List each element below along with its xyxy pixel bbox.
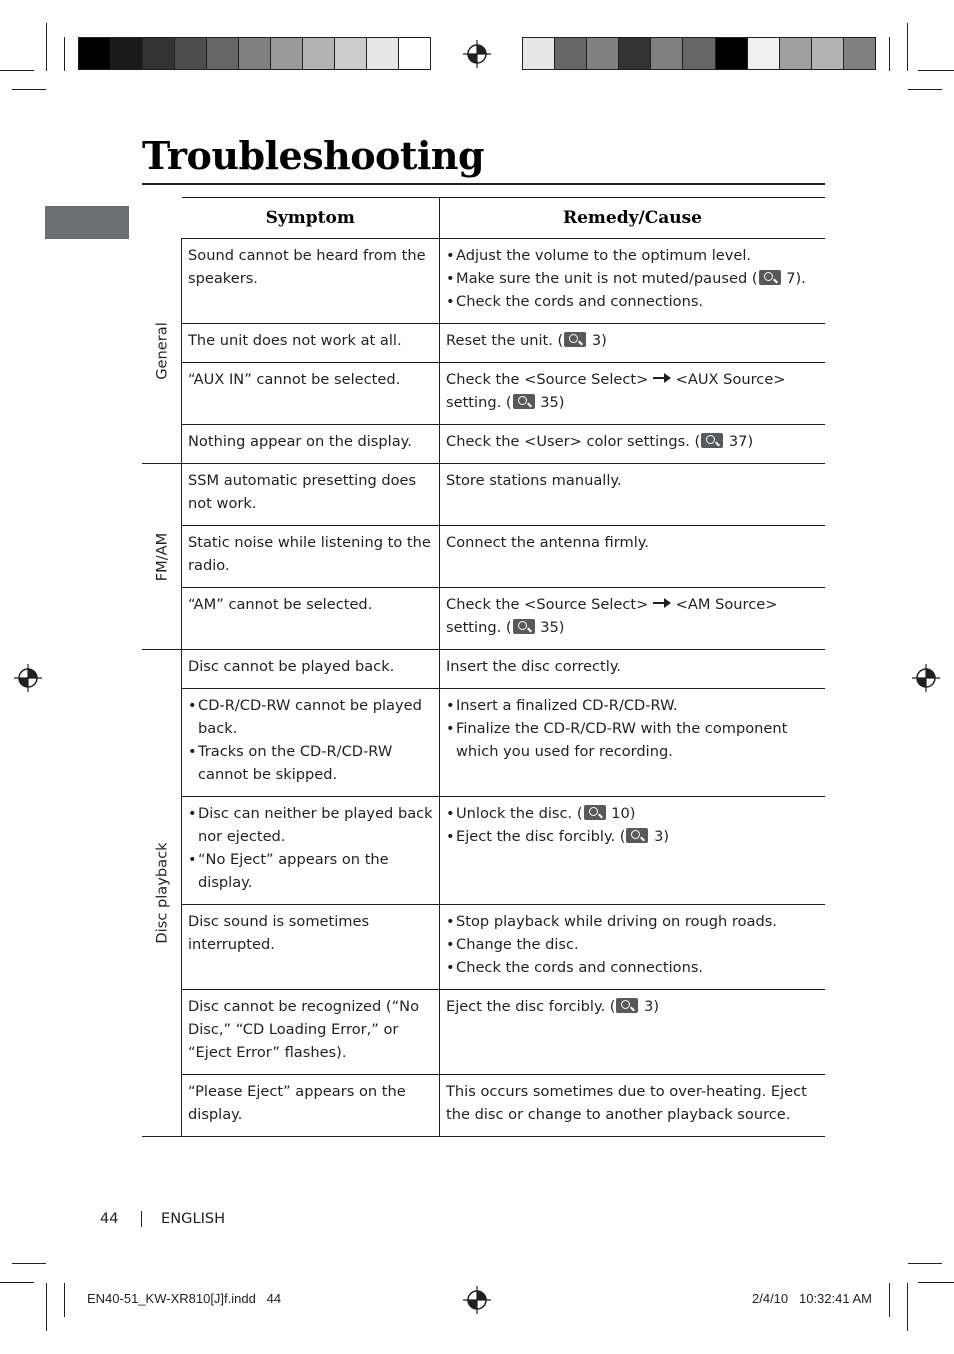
crop-mark — [12, 89, 46, 90]
remedy-cell: Check the <Source Select> <AM Source> setting. ( 35) — [440, 588, 826, 650]
symptom-cell: Disc cannot be recognized (“No Disc,” “CD Loading Error,” or “Eject Error” flashes). — [182, 990, 440, 1075]
table-row — [142, 905, 825, 990]
symptom-item: • Tracks on the CD-R/CD-RW cannot be skipped. — [188, 740, 433, 786]
color-swatch — [779, 38, 811, 69]
symptom-header: Symptom — [182, 198, 440, 239]
crop-mark — [889, 1283, 890, 1317]
color-swatch — [366, 38, 398, 69]
crop-mark — [918, 1282, 954, 1283]
magnifier-reference-icon — [759, 270, 781, 285]
symptom-cell: Nothing appear on the display. — [182, 425, 440, 464]
color-swatch — [747, 38, 779, 69]
remedy-cell: Insert the disc correctly. — [440, 650, 826, 689]
page-title: Troubleshooting — [142, 133, 485, 178]
crop-mark — [907, 1283, 908, 1331]
remedy-item: • Finalize the CD-R/CD-RW with the component which you used for recording. — [446, 717, 819, 763]
magnifier-reference-icon — [584, 805, 606, 820]
crop-mark — [12, 1263, 46, 1264]
remedy-cell: Reset the unit. ( 3) — [440, 324, 826, 363]
registration-mark-icon — [912, 664, 940, 692]
color-swatch — [843, 38, 875, 69]
remedy-header: Remedy/Cause — [440, 198, 826, 239]
crop-mark — [0, 70, 34, 71]
color-swatch — [238, 38, 270, 69]
remedy-item: • Check the cords and connections. — [446, 956, 819, 979]
crop-mark — [0, 1282, 34, 1283]
symptom-cell: “Please Eject” appears on the display. — [182, 1075, 440, 1137]
remedy-item: • Check the cords and connections. — [446, 290, 819, 313]
table-row — [142, 324, 825, 363]
category-cell-disc — [142, 650, 182, 1137]
footer-language: ENGLISH — [161, 1210, 226, 1227]
table-row — [142, 464, 825, 526]
crop-mark — [46, 23, 47, 71]
magnifier-reference-icon — [564, 332, 586, 347]
symptom-item: • CD-R/CD-RW cannot be played back. — [188, 694, 433, 740]
color-swatch — [174, 38, 206, 69]
remedy-cell: Connect the antenna firmly. — [440, 526, 826, 588]
remedy-cell: Check the <User> color settings. ( 37) — [440, 425, 826, 464]
table-row — [142, 650, 825, 689]
color-swatch — [110, 38, 142, 69]
symptom-item: • “No Eject” appears on the display. — [188, 848, 433, 894]
slug-file: EN40-51_KW-XR810[J]f.indd 44 — [87, 1291, 282, 1306]
color-swatch — [586, 38, 618, 69]
table-row — [142, 425, 825, 464]
symptom-cell: The unit does not work at all. — [182, 324, 440, 363]
symptom-cell: Disc cannot be played back. — [182, 650, 440, 689]
remedy-cell: This occurs sometimes due to over-heating. Eject the disc or change to another playback source. — [440, 1075, 826, 1137]
symptom-cell: Static noise while listening to the radio. — [182, 526, 440, 588]
magnifier-reference-icon — [513, 394, 535, 409]
symptom-cell — [182, 797, 440, 905]
category-cell-fmam — [142, 464, 182, 650]
remedy-cell: Eject the disc forcibly. ( 3) — [440, 990, 826, 1075]
remedy-cell — [440, 905, 826, 990]
magnifier-reference-icon — [626, 828, 648, 843]
troubleshooting-table — [142, 197, 825, 1137]
table-header-row — [142, 198, 825, 239]
color-swatch — [650, 38, 682, 69]
remedy-item: • Unlock the disc. ( 10) — [446, 802, 819, 825]
remedy-cell — [440, 239, 826, 324]
crop-mark — [889, 37, 890, 71]
remedy-item: • Make sure the unit is not muted/paused ( 7). — [446, 267, 819, 290]
color-swatch — [398, 38, 430, 69]
table-row — [142, 797, 825, 905]
remedy-cell — [440, 689, 826, 797]
table-row — [142, 239, 825, 324]
page-number: 44 — [100, 1210, 119, 1227]
color-swatch — [682, 38, 714, 69]
crop-mark — [907, 23, 908, 71]
table-row — [142, 526, 825, 588]
right-arrow-icon — [653, 373, 671, 383]
crop-mark — [918, 70, 954, 71]
category-label-general: General — [153, 321, 170, 380]
magnifier-reference-icon — [513, 619, 535, 634]
category-cell-general — [142, 239, 182, 464]
color-swatch — [811, 38, 843, 69]
table-row — [142, 990, 825, 1075]
registration-mark-icon — [463, 1286, 491, 1314]
color-swatch — [334, 38, 366, 69]
remedy-item: • Eject the disc forcibly. ( 3) — [446, 825, 819, 848]
registration-mark-icon — [14, 664, 42, 692]
right-arrow-icon — [653, 598, 671, 608]
table-row — [142, 689, 825, 797]
color-swatch — [79, 38, 110, 69]
symptom-cell — [182, 689, 440, 797]
magnifier-reference-icon — [616, 998, 638, 1013]
remedy-item: • Change the disc. — [446, 933, 819, 956]
category-label-fmam: FM/AM — [153, 532, 170, 581]
table-row — [142, 1075, 825, 1137]
color-swatch — [302, 38, 334, 69]
symptom-cell: Disc sound is sometimes interrupted. — [182, 905, 440, 990]
color-swatch — [206, 38, 238, 69]
footer-divider — [141, 1211, 142, 1227]
symptom-cell: “AM” cannot be selected. — [182, 588, 440, 650]
symptom-cell: SSM automatic presetting does not work. — [182, 464, 440, 526]
crop-mark — [64, 37, 65, 71]
category-label-disc: Disc playback — [153, 842, 170, 944]
color-swatch — [618, 38, 650, 69]
crop-mark — [64, 1283, 65, 1317]
color-swatch — [270, 38, 302, 69]
symptom-cell: Sound cannot be heard from the speakers. — [182, 239, 440, 324]
remedy-cell: Check the <Source Select> <AUX Source> setting. ( 35) — [440, 363, 826, 425]
remedy-item: • Adjust the volume to the optimum level. — [446, 244, 819, 267]
remedy-cell: Store stations manually. — [440, 464, 826, 526]
remedy-item: • Stop playback while driving on rough roads. — [446, 910, 819, 933]
remedy-cell — [440, 797, 826, 905]
magnifier-reference-icon — [701, 433, 723, 448]
color-swatch — [523, 38, 554, 69]
registration-mark-icon — [463, 40, 491, 68]
color-swatch — [715, 38, 747, 69]
color-calibration-bar-right — [522, 37, 876, 70]
crop-mark — [908, 1263, 942, 1264]
color-swatch — [554, 38, 586, 69]
slug-datetime: 2/4/10 10:32:41 AM — [752, 1291, 872, 1306]
section-tab — [45, 206, 129, 239]
crop-mark — [46, 1283, 47, 1331]
crop-mark — [908, 89, 942, 90]
color-calibration-bar-left — [78, 37, 431, 70]
table-row — [142, 363, 825, 425]
table-header-blank — [142, 198, 182, 239]
color-swatch — [142, 38, 174, 69]
title-rule — [142, 183, 825, 185]
symptom-item: • Disc can neither be played back nor ejected. — [188, 802, 433, 848]
symptom-cell: “AUX IN” cannot be selected. — [182, 363, 440, 425]
remedy-item: • Insert a finalized CD-R/CD-RW. — [446, 694, 819, 717]
table-row — [142, 588, 825, 650]
